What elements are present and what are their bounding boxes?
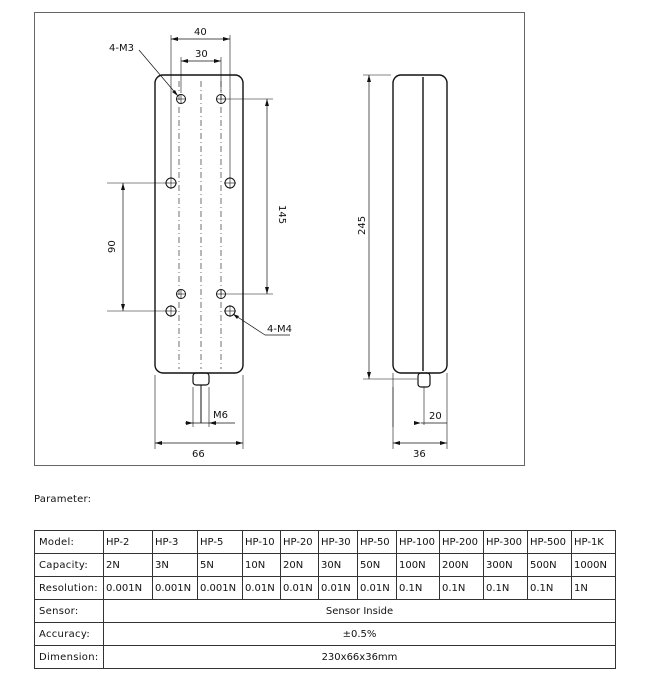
capacity-cell: 200N: [440, 554, 484, 577]
model-cell: HP-100: [397, 531, 440, 554]
accuracy-value: ±0.5%: [104, 623, 616, 646]
dim-145-label: 145: [276, 205, 287, 225]
table-row-resolution: [35, 577, 616, 600]
resolution-cell: 0.1N: [484, 577, 528, 600]
capacity-cell: 500N: [528, 554, 572, 577]
capacity-cell: 100N: [397, 554, 440, 577]
front-hook: [193, 373, 209, 385]
arrowheads: [121, 37, 447, 445]
model-cell: HP-50: [358, 531, 397, 554]
row-label-capacity: Capacity:: [35, 554, 104, 577]
row-label-resolution: Resolution:: [35, 577, 104, 600]
dimension-value: 230x66x36mm: [104, 646, 616, 669]
model-cell: HP-5: [198, 531, 243, 554]
resolution-cell: 0.001N: [198, 577, 243, 600]
capacity-cell: 5N: [198, 554, 243, 577]
sensor-value: Sensor Inside: [104, 600, 616, 623]
resolution-cell: 0.001N: [104, 577, 153, 600]
technical-drawing-panel: [34, 12, 525, 466]
row-label-model: Model:: [35, 531, 104, 554]
dim-m6-label: M6: [213, 410, 228, 421]
capacity-cell: 300N: [484, 554, 528, 577]
capacity-cell: 20N: [281, 554, 319, 577]
parameter-heading: Parameter:: [34, 494, 92, 505]
capacity-cell: 50N: [358, 554, 397, 577]
resolution-cell: 1N: [572, 577, 616, 600]
dim-36-label: 36: [413, 449, 426, 460]
dim-20-label: 20: [429, 411, 442, 422]
model-cell: HP-10: [243, 531, 281, 554]
model-cell: HP-1K: [572, 531, 616, 554]
capacity-cell: 3N: [153, 554, 198, 577]
model-cell: HP-500: [528, 531, 572, 554]
side-view-body: [393, 75, 447, 373]
model-cell: HP-20: [281, 531, 319, 554]
resolution-cell: 0.01N: [358, 577, 397, 600]
resolution-cell: 0.01N: [281, 577, 319, 600]
model-cell: HP-200: [440, 531, 484, 554]
table-row-model: [35, 531, 616, 554]
model-cell: HP-300: [484, 531, 528, 554]
row-label-accuracy: Accuracy:: [35, 623, 104, 646]
row-label-dimension: Dimension:: [35, 646, 104, 669]
table-row-accuracy: [35, 623, 616, 646]
dim-4m3-label: 4-M3: [109, 43, 134, 54]
dimension-drawing: [35, 13, 526, 467]
dim-66-label: 66: [192, 449, 205, 460]
model-cell: HP-2: [104, 531, 153, 554]
capacity-cell: 1000N: [572, 554, 616, 577]
dim-30-label: 30: [195, 49, 208, 60]
side-hook: [418, 373, 430, 387]
table-row-capacity: [35, 554, 616, 577]
mount-holes: [165, 94, 236, 317]
resolution-cell: 0.01N: [243, 577, 281, 600]
capacity-cell: 30N: [319, 554, 358, 577]
resolution-cell: 0.1N: [397, 577, 440, 600]
resolution-cell: 0.01N: [319, 577, 358, 600]
dim-245-label: 245: [357, 215, 368, 235]
capacity-cell: 10N: [243, 554, 281, 577]
resolution-cell: 0.1N: [528, 577, 572, 600]
capacity-cell: 2N: [104, 554, 153, 577]
dim-4m4-label: 4-M4: [267, 324, 292, 335]
resolution-cell: 0.001N: [153, 577, 198, 600]
resolution-cell: 0.1N: [440, 577, 484, 600]
table-row-sensor: [35, 600, 616, 623]
spec-table: [34, 530, 616, 669]
row-label-sensor: Sensor:: [35, 600, 104, 623]
table-row-dimension: [35, 646, 616, 669]
model-cell: HP-3: [153, 531, 198, 554]
model-cell: HP-30: [319, 531, 358, 554]
dim-40-label: 40: [194, 27, 207, 38]
dim-90-label: 90: [107, 240, 118, 253]
